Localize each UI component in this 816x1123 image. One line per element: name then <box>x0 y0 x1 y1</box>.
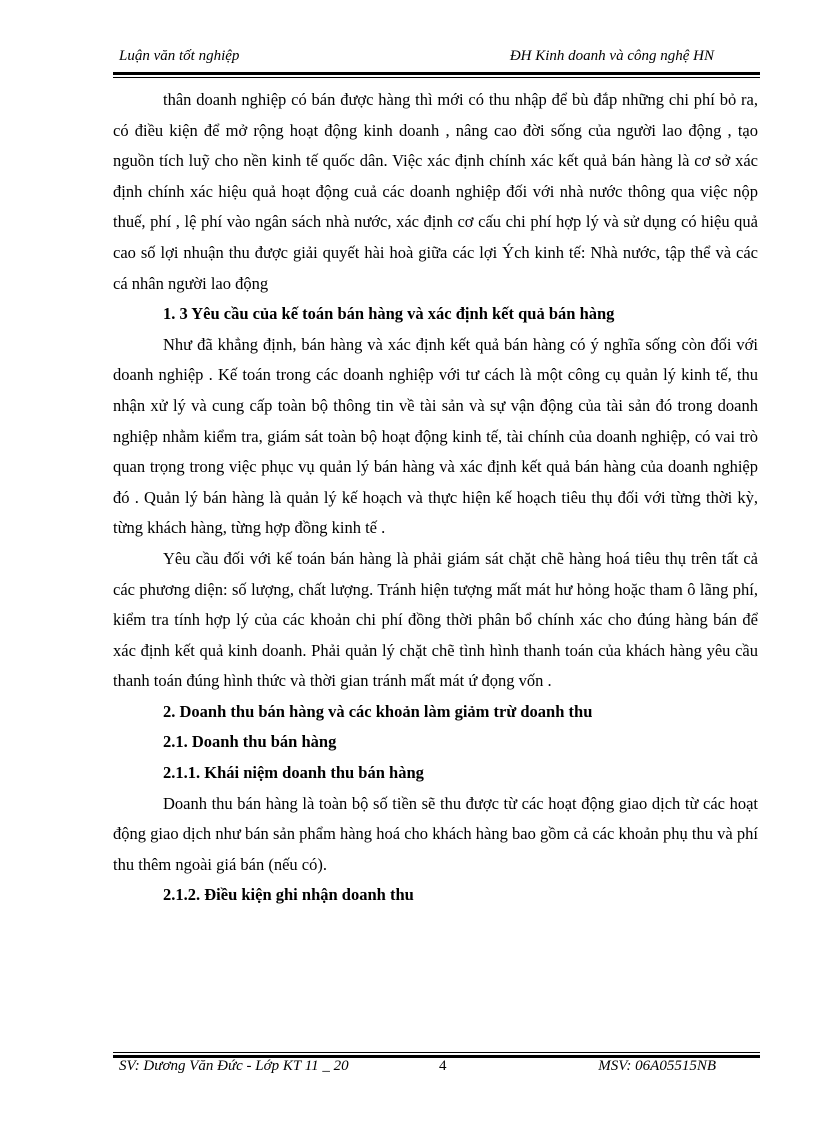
section-heading: 2.1.1. Khái niệm doanh thu bán hàng <box>163 763 424 783</box>
paragraph: Yêu cầu đối với kế toán bán hàng là phải giám sát chặt chẽ hàng hoá tiêu thụ trên tất cả các phương diện: số lượng, chất lượng. Tránh hiện tượng mất mát hư hỏng hoặc tham ô lãng phí, kiểm tra tính hợp lý của các khoản chi phí đồng thời phân bổ chính xác cho đúng hàng bán để xác định kết quả kinh doanh. Phải quản lý chặt chẽ tình hình thanh toán của khách hàng yêu cầu thanh toán đúng hình thức và thời gian tránh mất mát ứ đọng vốn . <box>113 548 758 691</box>
page-number: 4 <box>439 1058 447 1074</box>
footer-student-id: MSV: 06A05515NB <box>598 1058 716 1074</box>
paragraph: thân doanh nghiệp có bán được hàng thì mới có thu nhập để bù đắp những chi phí bỏ ra, có điều kiện để mở rộng hoạt động kinh doanh , nâng cao đời sống của người lao động , tạo nguồn tích luỹ cho nền kinh tế quốc dân. Việc xác định chính xác kết quả bán hàng là cơ sở xác định chính xác hiệu quả hoạt động cuả các doanh nghiệp đối với nhà nước thông qua việc nộp thuế, phí , lệ phí vào ngân sách nhà nước, xác định cơ cấu chi phí hợp lý và sử dụng có hiệu quả cao số lợi nhuận thu được giải quyết hài hoà giữa các lợi Ých kinh tế: Nhà nước, tập thể và các cá nhân người lao động <box>113 90 758 293</box>
paragraph: Doanh thu bán hàng là toàn bộ số tiền sẽ thu được từ các hoạt động giao dịch từ các hoạt động giao dịch như bán sản phẩm hàng hoá cho khách hàng bao gồm cả các khoản phụ thu và phí thu thêm ngoài giá bán (nếu có). <box>113 793 758 874</box>
page-header <box>113 46 760 68</box>
paragraph: Như đã khẳng định, bán hàng và xác định kết quả bán hàng có ý nghĩa sống còn đối với doanh nghiệp . Kế toán trong các doanh nghiệp với tư cách là một công cụ quản lý kinh tế, thu nhận xử lý và cung cấp toàn bộ thông tin về tài sản và sự vận động của tài sản đó trong doanh nghiệp nhằm kiểm tra, giám sát toàn bộ hoạt động kinh tế, tài chính của doanh nghiệp, có vai trò quan trọng trong việc phục vụ quản lý bán hàng và xác định kết quả bán hàng của doanh nghiệp đó . Quản lý bán hàng là quản lý kế hoạch và thực hiện kế hoạch tiêu thụ đối với từng thời kỳ, từng khách hàng, từng hợp đồng kinh tế . <box>113 334 758 538</box>
section-heading: 1. 3 Yêu cầu của kế toán bán hàng và xác định kết quả bán hàng <box>163 304 615 324</box>
page-footer <box>113 1058 760 1080</box>
header-university: ĐH Kinh doanh và công nghệ HN <box>509 48 714 64</box>
section-heading: 2.1.2. Điều kiện ghi nhận doanh thu <box>163 885 414 905</box>
footer-student-info: SV: Dương Văn Đức - Lớp KT 11 _ 20 <box>119 1058 349 1074</box>
header-double-rule <box>113 72 760 78</box>
header-thesis-title: Luận văn tốt nghiệp <box>119 48 240 64</box>
section-heading: 2.1. Doanh thu bán hàng <box>163 732 337 752</box>
section-heading: 2. Doanh thu bán hàng và các khoản làm giảm trừ doanh thu <box>163 701 593 721</box>
document-body <box>113 85 758 911</box>
